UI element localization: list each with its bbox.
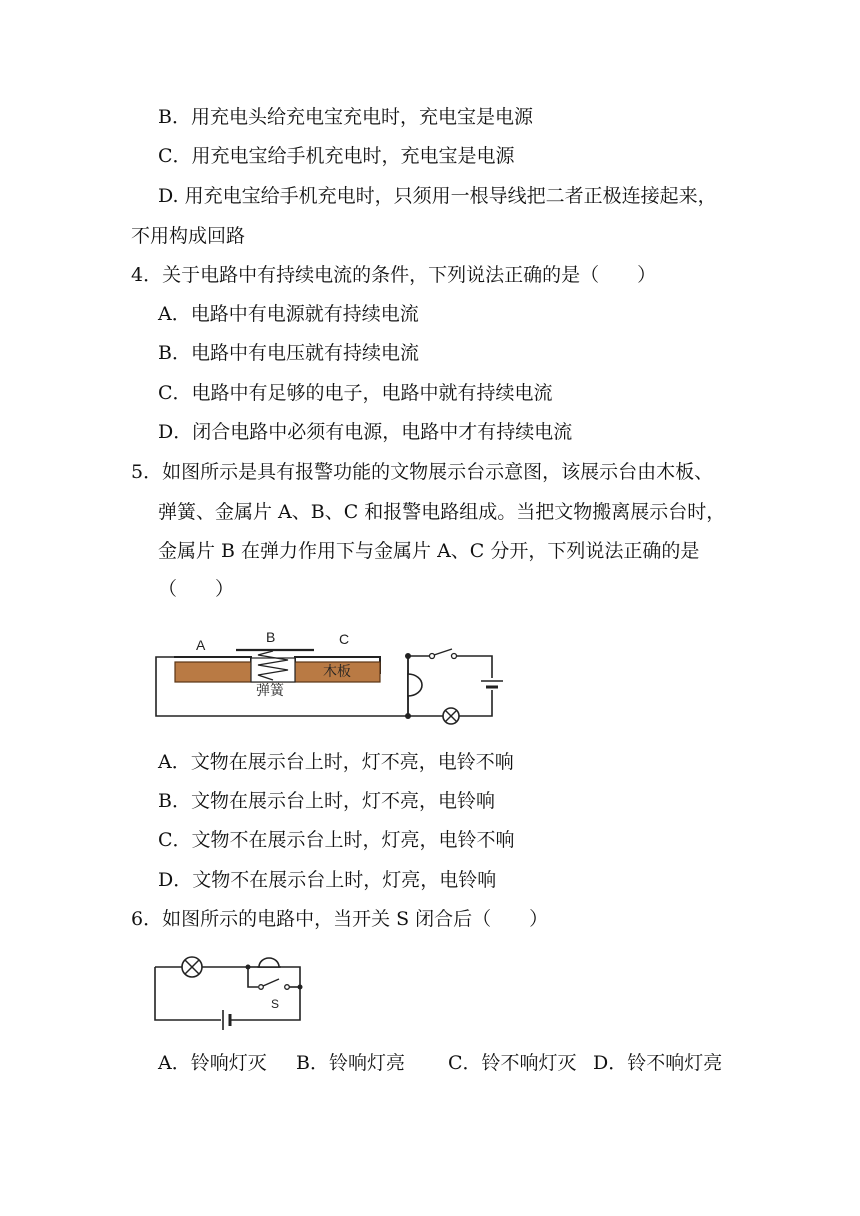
- battery-icon: [481, 678, 503, 690]
- label-spring: 弹簧: [256, 682, 284, 698]
- q6-stem: 6．如图所示的电路中，当开关 S 闭合后（ ）: [131, 908, 549, 930]
- q4-option-c: C．电路中有足够的电子，电路中就有持续电流: [158, 382, 553, 404]
- q3-option-b: B．用充电头给充电宝充电时，充电宝是电源: [158, 106, 533, 128]
- bell-icon: [257, 958, 281, 967]
- q3-option-d-line2: 不用构成回路: [131, 225, 246, 247]
- q3-option-d-line1: D. 用充电宝给手机充电时，只须用一根导线把二者正极连接起来，: [158, 185, 717, 207]
- q6-circuit-figure: [145, 946, 315, 1036]
- switch-icon: [430, 649, 457, 659]
- q4-option-b: B．电路中有电压就有持续电流: [158, 342, 419, 364]
- battery-icon: [223, 1010, 230, 1030]
- q5-option-c: C．文物不在展示台上时，灯亮，电铃不响: [158, 829, 515, 851]
- label-a: A: [196, 637, 206, 653]
- label-board: 木板: [323, 663, 351, 679]
- q3-option-c: C．用充电宝给手机充电时，充电宝是电源: [158, 145, 515, 167]
- q5-stem-line1: 5．如图所示是具有报警功能的文物展示台示意图，该展示台由木板、: [131, 461, 714, 483]
- q6-option-c: C．铃不响灯灭: [448, 1052, 577, 1074]
- q5-stem-line2: 弹簧、金属片 A、B、C 和报警电路组成。当把文物搬离展示台时，: [158, 501, 726, 523]
- label-b: B: [266, 629, 276, 645]
- lamp-icon: [182, 957, 202, 977]
- q4-stem: 4．关于电路中有持续电流的条件，下列说法正确的是（ ）: [131, 264, 657, 286]
- q5-stem-line4: （ ）: [158, 578, 235, 600]
- label-s: S: [271, 997, 280, 1011]
- q4-option-d: D．闭合电路中必须有电源，电路中才有持续电流: [158, 421, 573, 443]
- q4-option-a: A．电路中有电源就有持续电流: [158, 303, 419, 325]
- q5-stem-line3: 金属片 B 在弹力作用下与金属片 A、C 分开，下列说法正确的是: [158, 540, 700, 562]
- q6-option-b: B．铃响灯亮: [296, 1052, 405, 1074]
- q5-option-b: B．文物在展示台上时，灯不亮，电铃响: [158, 790, 495, 812]
- label-c: C: [339, 631, 350, 647]
- q5-option-d: D．文物不在展示台上时，灯亮，电铃响: [158, 869, 497, 891]
- q5-alarm-circuit-figure: [140, 622, 510, 732]
- q5-option-a: A．文物在展示台上时，灯不亮，电铃不响: [158, 751, 514, 773]
- lamp-icon: [443, 708, 459, 724]
- q6-option-a: A．铃响灯灭: [158, 1052, 267, 1074]
- bell-icon: [408, 670, 422, 700]
- q6-option-d: D．铃不响灯亮: [593, 1052, 723, 1074]
- switch-icon: [259, 979, 290, 989]
